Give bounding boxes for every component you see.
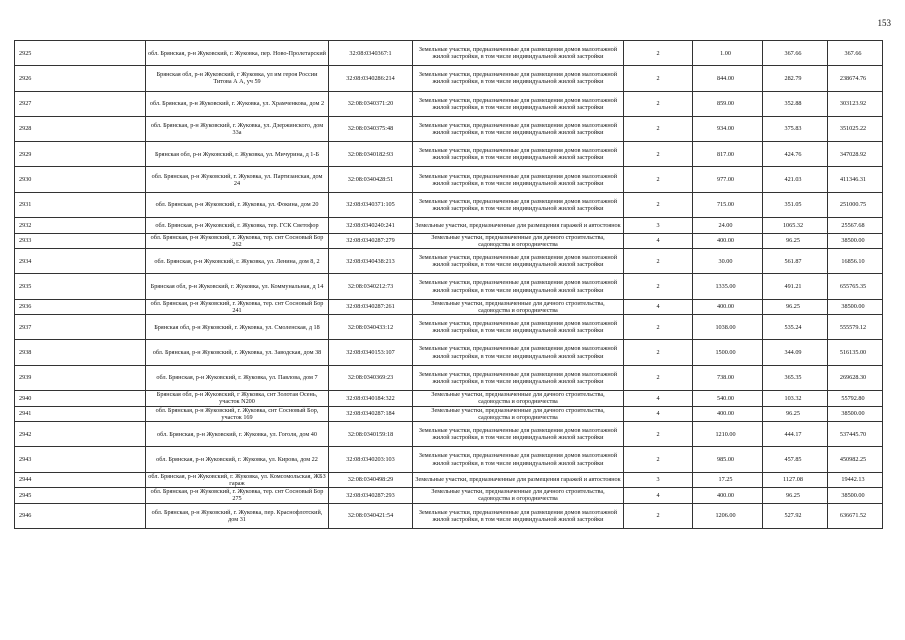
table-row — [15, 91, 883, 116]
row-number: 2946 — [15, 503, 146, 528]
group-number-cell: 2 — [624, 274, 693, 299]
land-use-cell: Земельные участки, предназначенные для размещения домов малоэтажной жилой застройки, в том числе индивидуальной жилой застройки — [413, 340, 624, 365]
address-cell: обл. Брянская, р-н Жуковский, г. Жуковка, ул. Партизанская, дом 24 — [146, 167, 329, 192]
unit-value-cell: 96.25 — [763, 299, 828, 315]
row-number: 2925 — [15, 41, 146, 66]
land-use-cell: Земельные участки, предназначенные для размещения домов малоэтажной жилой застройки, в том числе индивидуальной жилой застройки — [413, 274, 624, 299]
cadastral-number-cell: 32:08:0340367:1 — [329, 41, 413, 66]
unit-value-cell: 561.87 — [763, 249, 828, 274]
area-cell: 934.00 — [693, 116, 763, 141]
group-number-cell: 2 — [624, 365, 693, 390]
group-number-cell: 4 — [624, 299, 693, 315]
page-number: 153 — [877, 18, 891, 28]
cadastral-value-cell: 251000.75 — [828, 192, 883, 217]
address-cell: Брянская обл, р-н Жуковский, г Жуковка, снт Золотая Осень, участок N200 — [146, 391, 329, 407]
cadastral-value-cell: 25567.68 — [828, 218, 883, 234]
unit-value-cell: 351.05 — [763, 192, 828, 217]
cadastral-number-cell: 32:08:0340287:279 — [329, 233, 413, 249]
row-number: 2927 — [15, 91, 146, 116]
table-row — [15, 218, 883, 234]
cadastral-value-cell: 19442.13 — [828, 472, 883, 488]
cadastral-number-cell: 32:08:0340433:12 — [329, 315, 413, 340]
cadastral-value-cell: 537445.70 — [828, 422, 883, 447]
cadastral-value-cell: 38500.00 — [828, 299, 883, 315]
land-use-cell: Земельные участки, предназначенные для дачного строительства, садоводства и огородничества — [413, 299, 624, 315]
cadastral-value-cell: 269628.30 — [828, 365, 883, 390]
cadastral-value-cell: 516135.00 — [828, 340, 883, 365]
row-number: 2929 — [15, 142, 146, 167]
table-row — [15, 315, 883, 340]
cadastral-value-cell: 303123.92 — [828, 91, 883, 116]
cadastral-number-cell: 32:08:0340203:103 — [329, 447, 413, 472]
cadastral-number-cell: 32:08:0340438:213 — [329, 249, 413, 274]
cadastral-number-cell: 32:08:0340287:184 — [329, 406, 413, 422]
land-use-cell: Земельные участки, предназначенные для размещения домов малоэтажной жилой застройки, в том числе индивидуальной жилой застройки — [413, 315, 624, 340]
address-cell: обл. Брянская, р-н Жуковский, г. Жуковка, пер. Ново-Пролетарский — [146, 41, 329, 66]
land-use-cell: Земельные участки, предназначенные для размещения домов малоэтажной жилой застройки, в том числе индивидуальной жилой застройки — [413, 91, 624, 116]
land-use-cell: Земельные участки, предназначенные для дачного строительства, садоводства и огородничества — [413, 406, 624, 422]
row-number: 2932 — [15, 218, 146, 234]
address-cell: обл. Брянская, р-н Жуковский, г. Жуковка, ул. Фокина, дом 20 — [146, 192, 329, 217]
cadastral-number-cell: 32:08:0340287:293 — [329, 488, 413, 504]
row-number: 2930 — [15, 167, 146, 192]
row-number: 2935 — [15, 274, 146, 299]
cadastral-value-cell: 636671.52 — [828, 503, 883, 528]
land-use-cell: Земельные участки, предназначенные для размещения домов малоэтажной жилой застройки, в том числе индивидуальной жилой застройки — [413, 116, 624, 141]
table-row — [15, 192, 883, 217]
unit-value-cell: 527.92 — [763, 503, 828, 528]
unit-value-cell: 421.03 — [763, 167, 828, 192]
address-cell: обл. Брянская, р-н Жуковский, г. Жуковка, ул. Павлова, дом 7 — [146, 365, 329, 390]
cadastral-number-cell: 32:08:0340182:93 — [329, 142, 413, 167]
cadastral-value-cell: 450982.25 — [828, 447, 883, 472]
area-cell: 400.00 — [693, 488, 763, 504]
table-row — [15, 142, 883, 167]
address-cell: Брянская обл, р-н Жуковский, г Жуковка, ул им героя России Титова А А, уч 59 — [146, 66, 329, 91]
area-cell: 1206.00 — [693, 503, 763, 528]
address-cell: обл. Брянская, р-н Жуковский, г. Жуковка, пер. Краснофлотский, дом 31 — [146, 503, 329, 528]
unit-value-cell: 282.79 — [763, 66, 828, 91]
unit-value-cell: 375.83 — [763, 116, 828, 141]
group-number-cell: 2 — [624, 249, 693, 274]
group-number-cell: 2 — [624, 503, 693, 528]
cadastral-number-cell: 32:08:0340159:18 — [329, 422, 413, 447]
cadastral-number-cell: 32:08:0340375:48 — [329, 116, 413, 141]
land-use-cell: Земельные участки, предназначенные для размещения домов малоэтажной жилой застройки, в том числе индивидуальной жилой застройки — [413, 249, 624, 274]
group-number-cell: 2 — [624, 315, 693, 340]
group-number-cell: 4 — [624, 488, 693, 504]
address-cell: обл. Брянская, р-н Жуковский, г. Жуковка, ул. Заводская, дом 38 — [146, 340, 329, 365]
table-body — [15, 41, 883, 529]
address-cell: обл. Брянская, р-н Жуковский, г. Жуковка, тер. ГСК Светофор — [146, 218, 329, 234]
area-cell: 817.00 — [693, 142, 763, 167]
unit-value-cell: 457.85 — [763, 447, 828, 472]
row-number: 2938 — [15, 340, 146, 365]
group-number-cell: 2 — [624, 340, 693, 365]
row-number: 2926 — [15, 66, 146, 91]
cadastral-value-cell: 347028.92 — [828, 142, 883, 167]
cadastral-number-cell: 32:08:0340421:54 — [329, 503, 413, 528]
land-use-cell: Земельные участки, предназначенные для размещения домов малоэтажной жилой застройки, в том числе индивидуальной жилой застройки — [413, 422, 624, 447]
group-number-cell: 2 — [624, 116, 693, 141]
cadastral-value-cell: 555579.12 — [828, 315, 883, 340]
address-cell: обл. Брянская, р-н Жуковский, г. Жуковка, снт Сосновый Бор, участок 169 — [146, 406, 329, 422]
land-use-cell: Земельные участки, предназначенные для размещения домов малоэтажной жилой застройки, в том числе индивидуальной жилой застройки — [413, 447, 624, 472]
cadastral-value-cell: 655765.35 — [828, 274, 883, 299]
group-number-cell: 2 — [624, 66, 693, 91]
group-number-cell: 3 — [624, 472, 693, 488]
cadastral-value-cell: 38500.00 — [828, 488, 883, 504]
cadastral-number-cell: 32:08:0340286:214 — [329, 66, 413, 91]
group-number-cell: 2 — [624, 422, 693, 447]
cadastral-number-cell: 32:08:0340153:107 — [329, 340, 413, 365]
cadastral-value-cell: 238674.76 — [828, 66, 883, 91]
area-cell: 24.00 — [693, 218, 763, 234]
row-number: 2931 — [15, 192, 146, 217]
unit-value-cell: 424.76 — [763, 142, 828, 167]
group-number-cell: 4 — [624, 391, 693, 407]
cadastral-number-cell: 32:08:0340240:241 — [329, 218, 413, 234]
table-row — [15, 503, 883, 528]
address-cell: обл. Брянская, р-н Жуковский, г. Жуковка, ул. Храмченкова, дом 2 — [146, 91, 329, 116]
land-use-cell: Земельные участки, предназначенные для размещения домов малоэтажной жилой застройки, в том числе индивидуальной жилой застройки — [413, 142, 624, 167]
row-number: 2933 — [15, 233, 146, 249]
unit-value-cell: 535.24 — [763, 315, 828, 340]
cadastral-number-cell: 32:08:0340212:73 — [329, 274, 413, 299]
table-row — [15, 116, 883, 141]
table-row — [15, 391, 883, 407]
address-cell: Брянская обл, р-н Жуковский, г. Жуковка, ул. Коммунальная, д 14 — [146, 274, 329, 299]
group-number-cell: 2 — [624, 167, 693, 192]
land-use-cell: Земельные участки, предназначенные для размещения домов малоэтажной жилой застройки, в том числе индивидуальной жилой застройки — [413, 503, 624, 528]
address-cell: обл. Брянская, р-н Жуковский, г. Жуковка, ул. Кирова, дом 22 — [146, 447, 329, 472]
cadastral-number-cell: 32:08:0340428:51 — [329, 167, 413, 192]
unit-value-cell: 96.25 — [763, 488, 828, 504]
unit-value-cell: 365.35 — [763, 365, 828, 390]
table-row — [15, 340, 883, 365]
area-cell: 715.00 — [693, 192, 763, 217]
group-number-cell: 2 — [624, 192, 693, 217]
unit-value-cell: 491.21 — [763, 274, 828, 299]
address-cell: обл. Брянская, р-н Жуковский, г. Жуковка, тер. снт Сосновый Бор 262 — [146, 233, 329, 249]
group-number-cell: 2 — [624, 91, 693, 116]
unit-value-cell: 103.32 — [763, 391, 828, 407]
row-number: 2941 — [15, 406, 146, 422]
cadastral-number-cell: 32:08:0340371:20 — [329, 91, 413, 116]
area-cell: 400.00 — [693, 233, 763, 249]
land-use-cell: Земельные участки, предназначенные для дачного строительства, садоводства и огородничества — [413, 233, 624, 249]
land-use-cell: Земельные участки, предназначенные для размещения домов малоэтажной жилой застройки, в том числе индивидуальной жилой застройки — [413, 192, 624, 217]
table-row — [15, 472, 883, 488]
group-number-cell: 4 — [624, 233, 693, 249]
address-cell: обл. Брянская, р-н Жуковский, г. Жуковка, ул. Ленина, дом 8, 2 — [146, 249, 329, 274]
table-row — [15, 488, 883, 504]
address-cell: Брянская обл, р-н Жуковский, г. Жуковка, ул. Смоленская, д 18 — [146, 315, 329, 340]
address-cell: обл. Брянская, р-н Жуковский, г. Жуковка, ул. Гоголя, дом 40 — [146, 422, 329, 447]
area-cell: 859.00 — [693, 91, 763, 116]
area-cell: 977.00 — [693, 167, 763, 192]
table-row — [15, 422, 883, 447]
cadastral-value-table — [14, 40, 883, 529]
address-cell: Брянская обл, р-н Жуковский, г. Жуковка, ул. Мичурина, д 1-Б — [146, 142, 329, 167]
row-number: 2934 — [15, 249, 146, 274]
unit-value-cell: 352.88 — [763, 91, 828, 116]
table-row — [15, 406, 883, 422]
land-use-cell: Земельные участки, предназначенные для дачного строительства, садоводства и огородничества — [413, 391, 624, 407]
row-number: 2944 — [15, 472, 146, 488]
group-number-cell: 2 — [624, 447, 693, 472]
area-cell: 30.00 — [693, 249, 763, 274]
area-cell: 1210.00 — [693, 422, 763, 447]
area-cell: 400.00 — [693, 299, 763, 315]
cadastral-value-cell: 38500.00 — [828, 406, 883, 422]
unit-value-cell: 1065.32 — [763, 218, 828, 234]
table-row — [15, 299, 883, 315]
unit-value-cell: 344.09 — [763, 340, 828, 365]
cadastral-value-cell: 38500.00 — [828, 233, 883, 249]
land-use-cell: Земельные участки, предназначенные для размещения гаражей и автостоянок — [413, 472, 624, 488]
unit-value-cell: 1127.08 — [763, 472, 828, 488]
row-number: 2942 — [15, 422, 146, 447]
row-number: 2940 — [15, 391, 146, 407]
unit-value-cell: 444.17 — [763, 422, 828, 447]
table-row — [15, 447, 883, 472]
area-cell: 1.00 — [693, 41, 763, 66]
group-number-cell: 4 — [624, 406, 693, 422]
cadastral-value-cell: 55792.80 — [828, 391, 883, 407]
area-cell: 1038.00 — [693, 315, 763, 340]
row-number: 2928 — [15, 116, 146, 141]
table-row — [15, 274, 883, 299]
address-cell: обл. Брянская, р-н Жуковский, г. Жуковка, тер. снт Сосновый Бор 275 — [146, 488, 329, 504]
cadastral-value-cell: 351025.22 — [828, 116, 883, 141]
area-cell: 738.00 — [693, 365, 763, 390]
area-cell: 985.00 — [693, 447, 763, 472]
area-cell: 1335.00 — [693, 274, 763, 299]
row-number: 2937 — [15, 315, 146, 340]
cadastral-number-cell: 32:08:0340498:29 — [329, 472, 413, 488]
cadastral-value-cell: 16856.10 — [828, 249, 883, 274]
row-number: 2936 — [15, 299, 146, 315]
row-number: 2939 — [15, 365, 146, 390]
group-number-cell: 2 — [624, 142, 693, 167]
land-use-cell: Земельные участки, предназначенные для размещения домов малоэтажной жилой застройки, в том числе индивидуальной жилой застройки — [413, 66, 624, 91]
land-use-cell: Земельные участки, предназначенные для размещения гаражей и автостоянок — [413, 218, 624, 234]
row-number: 2943 — [15, 447, 146, 472]
area-cell: 17.25 — [693, 472, 763, 488]
unit-value-cell: 96.25 — [763, 233, 828, 249]
table-row — [15, 233, 883, 249]
cadastral-value-cell: 411346.31 — [828, 167, 883, 192]
table-row — [15, 249, 883, 274]
row-number: 2945 — [15, 488, 146, 504]
table-row — [15, 167, 883, 192]
table-row — [15, 66, 883, 91]
group-number-cell: 2 — [624, 41, 693, 66]
unit-value-cell: 367.66 — [763, 41, 828, 66]
area-cell: 1500.00 — [693, 340, 763, 365]
land-use-cell: Земельные участки, предназначенные для дачного строительства, садоводства и огородничества — [413, 488, 624, 504]
area-cell: 844.00 — [693, 66, 763, 91]
area-cell: 540.00 — [693, 391, 763, 407]
address-cell: обл. Брянская, р-н Жуковский, г. Жуковка, ул. Комсомольская, ЖБЗ гараж — [146, 472, 329, 488]
land-use-cell: Земельные участки, предназначенные для размещения домов малоэтажной жилой застройки, в том числе индивидуальной жилой застройки — [413, 167, 624, 192]
area-cell: 400.00 — [693, 406, 763, 422]
address-cell: обл. Брянская, р-н Жуковский, г. Жуковка, ул. Дзержинского, дом 33а — [146, 116, 329, 141]
cadastral-number-cell: 32:08:0340184:322 — [329, 391, 413, 407]
unit-value-cell: 96.25 — [763, 406, 828, 422]
cadastral-number-cell: 32:08:0340369:23 — [329, 365, 413, 390]
table-row — [15, 365, 883, 390]
land-use-cell: Земельные участки, предназначенные для размещения домов малоэтажной жилой застройки, в том числе индивидуальной жилой застройки — [413, 365, 624, 390]
group-number-cell: 3 — [624, 218, 693, 234]
cadastral-value-cell: 367.66 — [828, 41, 883, 66]
table-row — [15, 41, 883, 66]
cadastral-number-cell: 32:08:0340287:261 — [329, 299, 413, 315]
land-use-cell: Земельные участки, предназначенные для размещения домов малоэтажной жилой застройки, в том числе индивидуальной жилой застройки — [413, 41, 624, 66]
cadastral-number-cell: 32:08:0340371:105 — [329, 192, 413, 217]
address-cell: обл. Брянская, р-н Жуковский, г. Жуковка, тер. снт Сосновый Бор 241 — [146, 299, 329, 315]
